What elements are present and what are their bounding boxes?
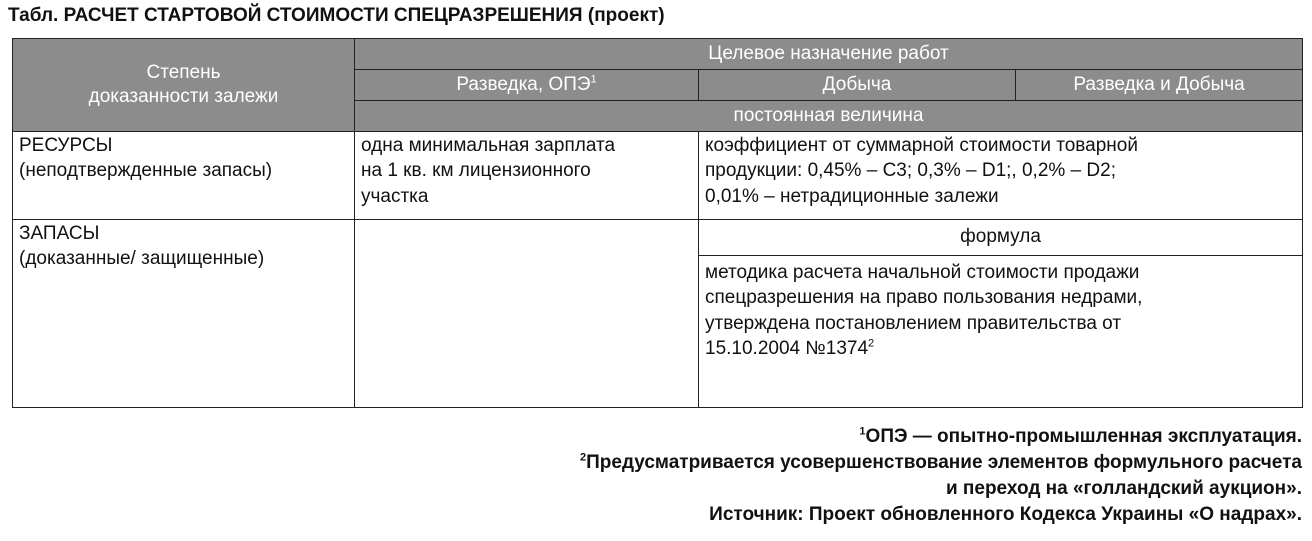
cell-text-line — [705, 336, 1296, 361]
footnote-2-line1: Предусматривается усовершенствование элементов формульного расчета — [586, 452, 1302, 473]
col-header-production: Добыча — [699, 70, 1016, 101]
row-label-reserves — [13, 220, 355, 408]
method-sup: 2 — [868, 338, 875, 351]
row-label-line1: ЗАПАСЫ — [19, 223, 100, 244]
footnote-1 — [580, 424, 1302, 450]
row-label-line1: РЕСУРСЫ — [19, 135, 113, 156]
cell-exploration-resources — [355, 132, 699, 220]
footnote-1-text: ОПЭ — опытно-промышленная эксплуатация. — [865, 426, 1302, 447]
footnote-1-sup: 1 — [859, 425, 866, 438]
cell-text-line: коэффициент от суммарной стоимости товарной — [705, 135, 1138, 156]
cell-text-line: участка — [361, 185, 429, 207]
cell-formula-header: формула — [699, 220, 1303, 256]
footnote-2 — [580, 450, 1302, 476]
footnotes — [580, 424, 1302, 528]
cell-text-line: на 1 кв. км лицензионного — [361, 160, 591, 182]
row-label-resources — [13, 132, 355, 220]
stub-header-line2: доказанности залежи — [88, 86, 279, 107]
cell-text-line: методика расчета начальной стоимости продажи — [705, 262, 1140, 283]
row-label-line2: (неподтвержденные запасы) — [19, 160, 273, 182]
source-note: Источник: Проект обновленного Кодекса Украины «О надрах». — [709, 504, 1302, 525]
cell-method — [699, 256, 1303, 408]
table-title-main: Табл. РАСЧЕТ СТАРТОВОЙ СТОИМОСТИ СПЕЦРАЗРЕШЕНИЯ — [8, 5, 583, 26]
footnote-2-sup: 2 — [579, 451, 587, 464]
col-header-both: Разведка и Добыча — [1016, 70, 1303, 101]
subheader-constant: постоянная величина — [355, 101, 1303, 132]
group-header: Целевое назначение работ — [355, 39, 1303, 70]
row-label-line2: (доказанные/ защищенные) — [19, 248, 265, 270]
cell-text-line: одна минимальная зарплата — [361, 135, 616, 156]
col-exploration-sup: 1 — [590, 73, 597, 86]
col-exploration-label: Разведка, ОПЭ — [456, 74, 591, 96]
table-title-note: (проект) — [587, 5, 665, 26]
cell-production-resources — [699, 132, 1303, 220]
cost-table — [12, 38, 1303, 408]
footnote-2-cont: и переход на «голландский аукцион». — [945, 478, 1302, 499]
cell-exploration-reserves — [355, 220, 699, 408]
table-title — [8, 5, 665, 27]
stub-header-line1: Степень — [146, 62, 221, 84]
cell-text-line: 0,01% – нетрадиционные залежи — [705, 185, 999, 207]
col-header-exploration — [355, 70, 699, 101]
cell-text-line: спецразрешения на право пользования недрами, — [705, 287, 1143, 309]
method-date: 15.10.2004 №1374 — [705, 338, 869, 360]
table-row — [13, 132, 1303, 220]
cell-text-line: утверждена постановлением правительства от — [705, 312, 1122, 334]
cell-text-line: продукции: 0,45% – С3; 0,3% – D1;, 0,2% – D2; — [705, 160, 1116, 182]
table-row — [13, 220, 1303, 256]
stub-header — [13, 39, 355, 132]
